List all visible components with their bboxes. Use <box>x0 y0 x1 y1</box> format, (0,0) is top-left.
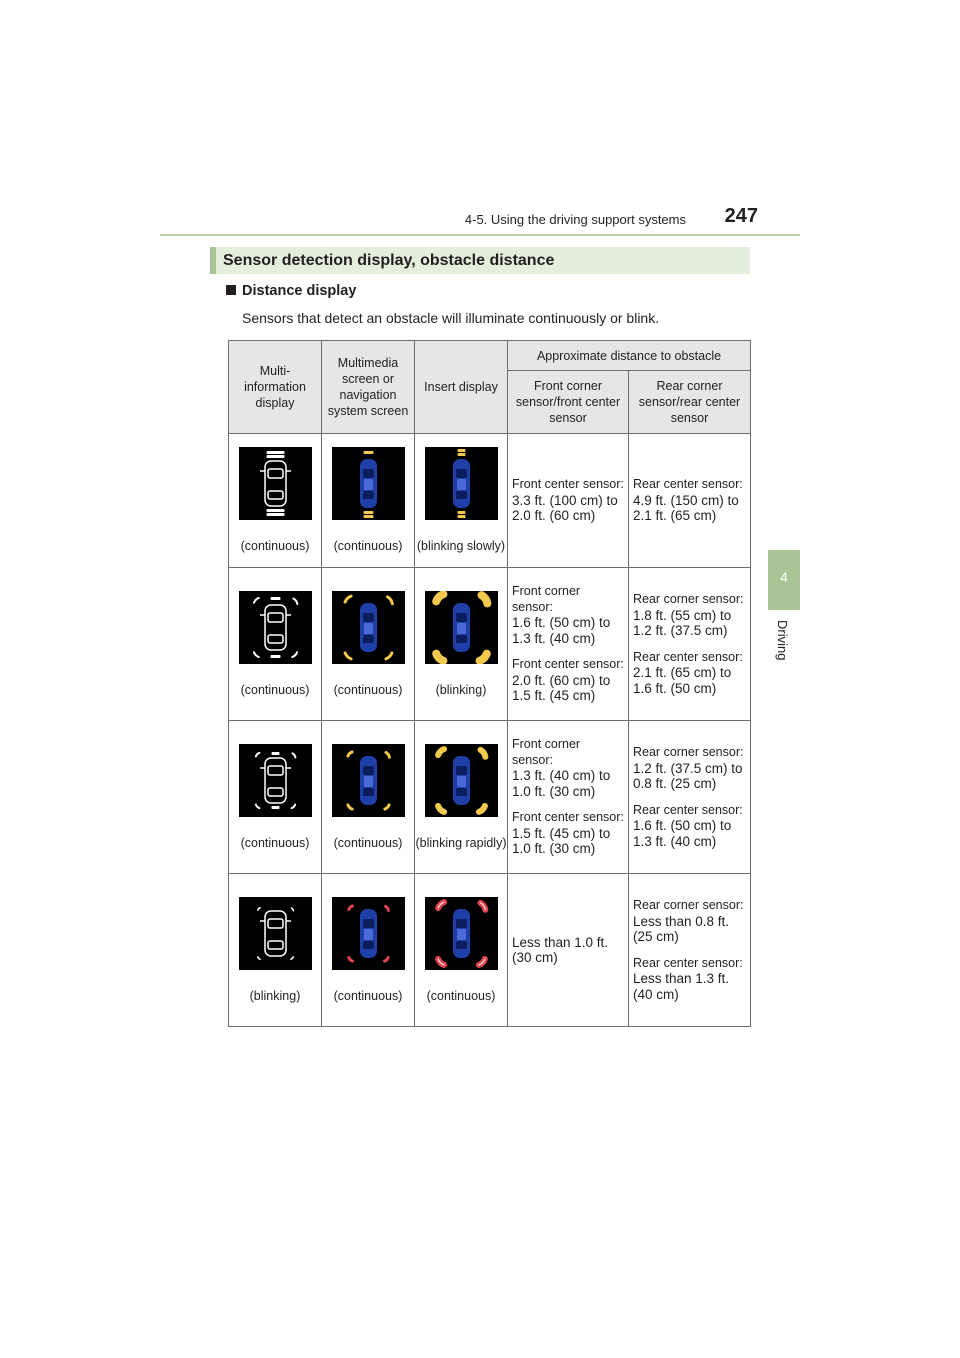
distance-value: 2.0 ft. (60 cm) to 1.5 ft. (45 cm) <box>512 672 611 704</box>
header-multimedia: Multimedia screen or navigation system screen <box>322 341 415 434</box>
display-state-label: (continuous) <box>333 835 403 850</box>
sensor-distance-block <box>633 592 746 639</box>
display-state-label: (continuous) <box>333 539 403 553</box>
header-front-sensor: Front corner sensor/front center sensor <box>508 371 629 434</box>
media-display-cell <box>322 568 415 721</box>
distance-value: Less than 1.3 ft. (40 cm) <box>633 971 730 1002</box>
media-display-thumbnail <box>332 744 405 817</box>
front-distance-cell <box>508 721 629 874</box>
insert-display-cell <box>415 568 508 721</box>
sensor-distance-block <box>633 745 746 792</box>
media-display-cell <box>322 434 415 568</box>
distance-value: Less than 0.8 ft. (25 cm) <box>633 913 730 944</box>
display-state-label: (continuous) <box>240 835 310 850</box>
media-display-thumbnail <box>332 447 405 520</box>
sensor-distance-block <box>512 935 624 966</box>
sensor-distance-block <box>512 477 624 524</box>
header-insert: Insert display <box>415 341 508 434</box>
sensor-distance-block <box>633 650 746 697</box>
insert-display-thumbnail <box>425 447 498 520</box>
display-state-label: (continuous) <box>240 539 310 553</box>
sensor-label: Front center sensor: <box>512 657 624 672</box>
distance-value: 1.6 ft. (50 cm) to 1.3 ft. (40 cm) <box>633 818 732 849</box>
distance-value: 1.5 ft. (45 cm) to 1.0 ft. (30 cm) <box>512 825 611 857</box>
distance-value: 1.8 ft. (55 cm) to 1.2 ft. (37.5 cm) <box>633 607 732 638</box>
display-state-label: (continuous) <box>240 682 310 697</box>
sensor-distance-block <box>633 898 746 945</box>
distance-value: 2.1 ft. (65 cm) to 1.6 ft. (50 cm) <box>633 665 732 696</box>
table-row <box>229 434 751 568</box>
insert-display-cell <box>415 721 508 874</box>
front-distance-cell <box>508 434 629 568</box>
sensor-distance-block <box>512 657 624 704</box>
sub-heading <box>226 283 356 299</box>
display-state-label: (continuous) <box>333 682 403 697</box>
multi-display-cell <box>229 874 322 1027</box>
section-title: Sensor detection display, obstacle distance <box>210 247 750 274</box>
header-rule <box>160 234 800 236</box>
multi-display-thumbnail <box>239 591 312 664</box>
sensor-label: Rear center sensor: <box>633 649 743 664</box>
table-row <box>229 874 751 1027</box>
multi-display-cell <box>229 721 322 874</box>
rear-distance-cell <box>629 874 751 1027</box>
insert-display-thumbnail <box>425 897 498 970</box>
sensor-label: Rear center sensor: <box>633 955 743 970</box>
display-state-label: (continuous) <box>333 988 403 1003</box>
multi-display-thumbnail <box>239 897 312 970</box>
sensor-label: Front corner sensor: <box>512 584 581 614</box>
sensor-label: Rear corner sensor: <box>633 592 744 606</box>
sensor-label: Front corner sensor: <box>512 737 581 767</box>
display-state-label: (blinking) <box>249 988 301 1003</box>
media-display-thumbnail <box>332 591 405 664</box>
sensor-distance-block <box>512 584 624 646</box>
distance-value: Less than 1.0 ft. (30 cm) <box>512 934 609 965</box>
multi-display-thumbnail <box>239 744 312 817</box>
front-distance-cell <box>508 568 629 721</box>
distance-table <box>228 340 751 1027</box>
header-approx-distance: Approximate distance to obstacle <box>508 341 751 371</box>
header-rear-sensor: Rear corner sensor/rear center sensor <box>629 371 751 434</box>
distance-value: 1.3 ft. (40 cm) to 1.0 ft. (30 cm) <box>512 768 611 799</box>
intro-text: Sensors that detect an obstacle will illuminate continuously or blink. <box>242 310 660 326</box>
sensor-distance-block <box>633 477 746 524</box>
rear-distance-cell <box>629 568 751 721</box>
table-row <box>229 568 751 721</box>
media-display-cell <box>322 874 415 1027</box>
sensor-distance-block <box>633 803 746 850</box>
section-reference: 4-5. Using the driving support systems <box>464 212 686 227</box>
insert-display-thumbnail <box>425 591 498 664</box>
sensor-label: Front center sensor: <box>512 810 624 825</box>
rear-distance-cell <box>629 434 751 568</box>
table-row <box>229 721 751 874</box>
sensor-label: Rear center sensor: <box>633 802 743 817</box>
distance-value: 4.9 ft. (150 cm) to 2.1 ft. (65 cm) <box>633 492 739 524</box>
sensor-label: Front center sensor: <box>512 477 624 492</box>
sensor-distance-block <box>512 737 624 799</box>
front-distance-cell <box>508 874 629 1027</box>
chapter-label: Driving <box>775 620 790 661</box>
distance-value: 1.6 ft. (50 cm) to 1.3 ft. (40 cm) <box>512 615 611 646</box>
chapter-tab: 4 <box>768 550 800 610</box>
display-state-label: (blinking slowly) <box>416 539 506 553</box>
distance-value: 1.2 ft. (37.5 cm) to 0.8 ft. (25 cm) <box>633 760 743 791</box>
page-header <box>160 205 800 235</box>
multi-display-thumbnail <box>239 447 312 520</box>
display-state-label: (continuous) <box>426 988 496 1003</box>
multi-display-cell <box>229 434 322 568</box>
page-number: 247 <box>724 205 758 227</box>
square-bullet-icon <box>226 285 236 295</box>
media-display-thumbnail <box>332 897 405 970</box>
sensor-label: Rear corner sensor: <box>633 898 744 912</box>
display-state-label: (blinking rapidly) <box>415 835 507 850</box>
insert-display-cell <box>415 434 508 568</box>
display-state-label: (blinking) <box>435 682 487 697</box>
multi-display-cell <box>229 568 322 721</box>
distance-value: 3.3 ft. (100 cm) to 2.0 ft. (60 cm) <box>512 492 618 524</box>
media-display-cell <box>322 721 415 874</box>
header-multi-info: Multi-information display <box>229 341 322 434</box>
sensor-label: Rear corner sensor: <box>633 745 744 759</box>
rear-distance-cell <box>629 721 751 874</box>
sub-heading-text: Distance display <box>242 283 357 299</box>
sensor-label: Rear center sensor: <box>633 477 743 492</box>
insert-display-thumbnail <box>425 744 498 817</box>
sensor-distance-block <box>512 810 624 857</box>
insert-display-cell <box>415 874 508 1027</box>
sensor-distance-block <box>633 956 746 1003</box>
